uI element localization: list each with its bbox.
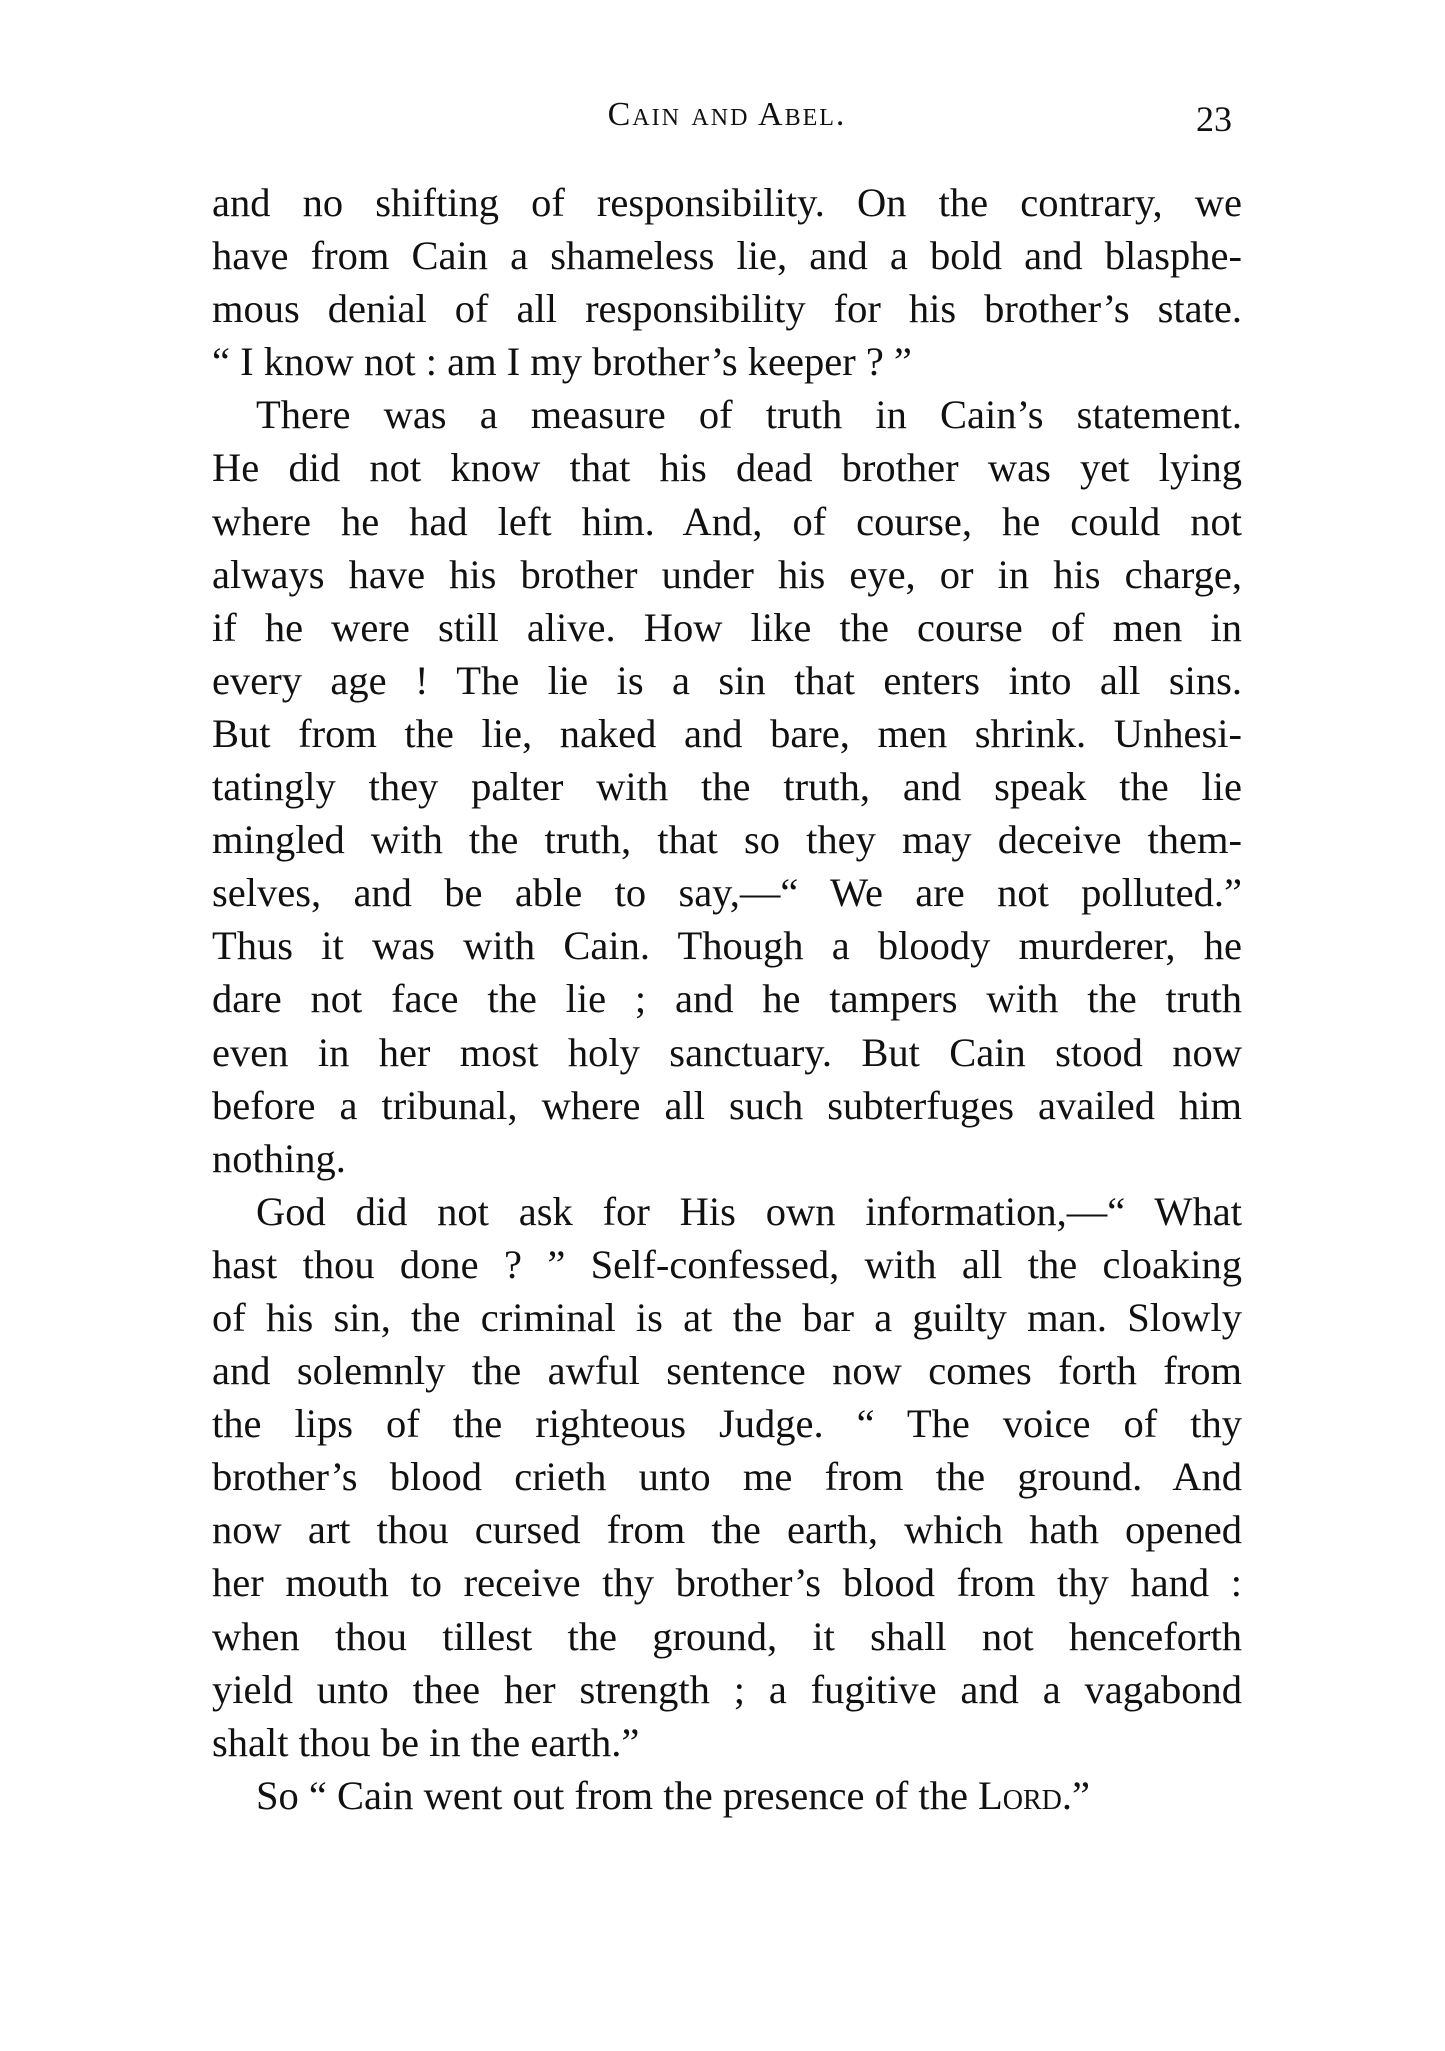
text-line: brother’s blood crieth unto me from the ground. And xyxy=(212,1454,1242,1500)
running-head xyxy=(212,96,1242,146)
text-line: hast thou done ? ” Self-confessed, with all the cloaking xyxy=(212,1241,1242,1287)
text-line: dare not face the lie ; and he tampers with the truth xyxy=(212,976,1242,1022)
text-line: of his sin, the criminal is at the bar a guilty man. Slowly xyxy=(212,1294,1242,1340)
text-line: have from Cain a shameless lie, and a bold and blasphe- xyxy=(212,233,1242,279)
text-line: now art thou cursed from the earth, which hath opened xyxy=(212,1507,1242,1553)
text-line: always have his brother under his eye, or in his charge, xyxy=(212,551,1242,597)
text-line: He did not know that his dead brother was yet lying xyxy=(212,445,1242,491)
text-line: the lips of the righteous Judge. “ The voice of thy xyxy=(212,1401,1242,1447)
text-line: “ I know not : am I my brother’s keeper ? ” xyxy=(212,339,912,385)
paragraph-start-line: There was a measure of truth in Cain’s statement. xyxy=(256,392,1242,438)
text-line: and solemnly the awful sentence now comes forth from xyxy=(212,1348,1242,1394)
text-line: tatingly they palter with the truth, and speak the lie xyxy=(212,764,1242,810)
small-caps-word: Lord xyxy=(978,1772,1062,1818)
text-line: shalt thou be in the earth.” xyxy=(212,1719,640,1765)
text-line: mous denial of all responsibility for his brother’s state. xyxy=(212,286,1242,332)
text-line: selves, and be able to say,—“ We are not polluted.” xyxy=(212,870,1242,916)
text-line: nothing. xyxy=(212,1135,346,1181)
text-line: every age ! The lie is a sin that enters into all sins. xyxy=(212,657,1242,703)
text-line: when thou tillest the ground, it shall not henceforth xyxy=(212,1613,1242,1659)
text-line: yield unto thee her strength ; a fugitive and a vagabond xyxy=(212,1666,1242,1712)
text-line: even in her most holy sanctuary. But Cain stood now xyxy=(212,1029,1242,1075)
text-line: and no shifting of responsibility. On the contrary, we xyxy=(212,180,1242,225)
body-text xyxy=(212,176,1242,1822)
text-line: before a tribunal, where all such subterfuges availed him xyxy=(212,1082,1242,1128)
running-title: Cain and Abel. xyxy=(607,96,847,133)
text-line: Thus it was with Cain. Though a bloody murderer, he xyxy=(212,923,1242,969)
text-line: where he had left him. And, of course, he could not xyxy=(212,498,1242,544)
text-line: if he were still alive. How like the course of men in xyxy=(212,604,1242,650)
page-number: 23 xyxy=(1196,99,1232,139)
paragraph-start-line xyxy=(212,1769,1242,1822)
text-line-part: So “ Cain went out from the presence of the xyxy=(256,1772,979,1818)
text-line: mingled with the truth, that so they may deceive them- xyxy=(212,817,1242,863)
text-line-part: .” xyxy=(1061,1772,1091,1818)
paragraph-start-line: God did not ask for His own information,—“ What xyxy=(256,1188,1242,1234)
text-line: her mouth to receive thy brother’s blood from thy hand : xyxy=(212,1560,1242,1606)
text-line: But from the lie, naked and bare, men shrink. Unhesi- xyxy=(212,710,1242,756)
